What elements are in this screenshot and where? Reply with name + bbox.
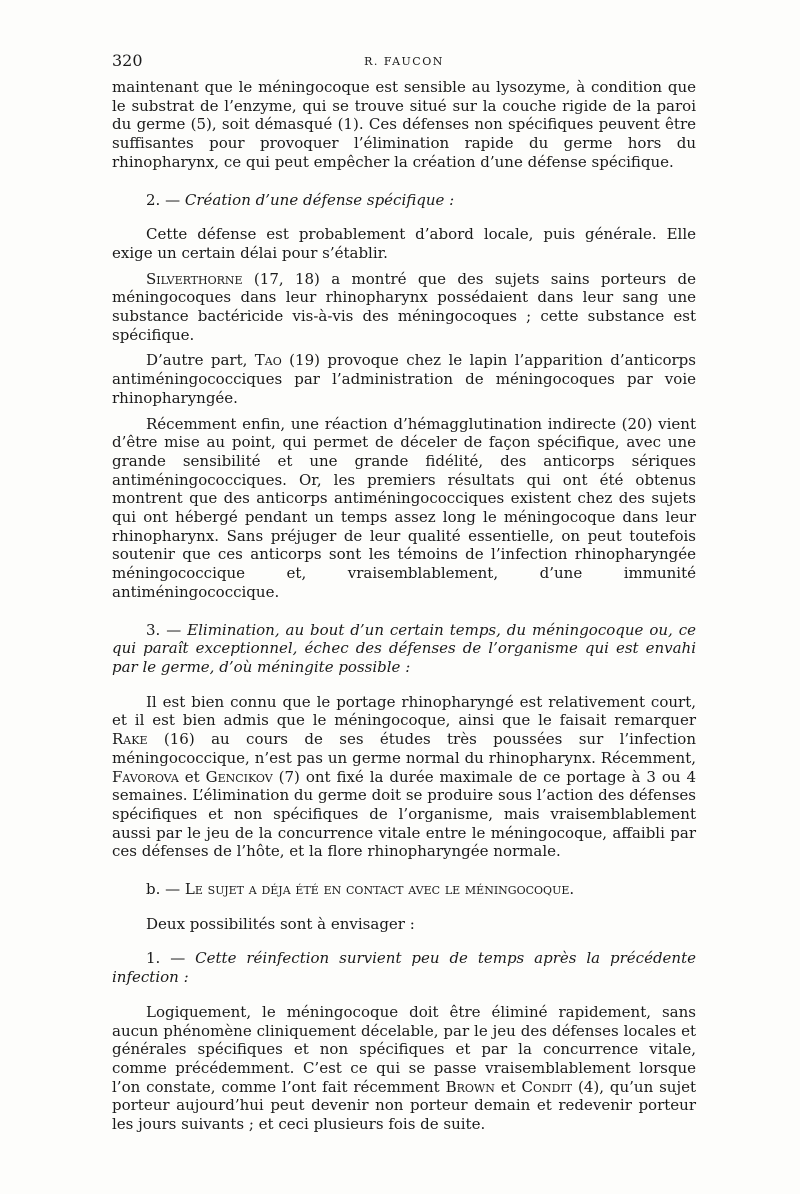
page bbox=[112, 48, 696, 1134]
section-number: 2. — bbox=[146, 190, 181, 209]
section-number: 1. — bbox=[146, 949, 186, 968]
paragraph-lysozyme: maintenant que le méningocoque est sensible au lysozyme, à condition que le substrat de l’enzyme, qui se trouve situé sur la couche rigide de la paroi du germe (5), soit démasqué (1). Ces défenses non spécifiques peuvent être suffisantes pour provoquer l’élimination rapide du germe hors du rhinopharynx, ce qui peut empêcher la création d’une défense spécifique. bbox=[112, 78, 696, 171]
running-head: R. FAUCON bbox=[364, 55, 444, 68]
paragraph-text: (4), qu’un sujet porteur aujourd’hui peut devenir non porteur demain et redevenir porteur les jours suivants ; et ceci plusieurs fois de suite. bbox=[112, 1077, 697, 1134]
paragraph-elimination bbox=[112, 693, 696, 861]
author-name: Tao bbox=[254, 351, 282, 370]
section-heading-2 bbox=[112, 191, 696, 210]
paragraph-text: et bbox=[184, 767, 200, 786]
paragraph-text: et bbox=[500, 1077, 516, 1096]
author-name: Favorova bbox=[112, 767, 179, 786]
author-name: Condit bbox=[521, 1077, 573, 1096]
paragraph-defense: Cette défense est probablement d’abord locale, puis générale. Elle exige un certain délai pour s’établir. bbox=[112, 225, 696, 262]
section-number: 3. — bbox=[146, 620, 182, 639]
page-number: 320 bbox=[112, 51, 143, 70]
paragraph-text: (17, 18) a montré que des sujets sains porteurs de méningocoques dans leur rhinopharynx possédaient dans leur sang une substance bactéricide vis-à-vis des méningocoques ; cette substance est spécifique. bbox=[112, 269, 696, 344]
paragraph-reinfection bbox=[112, 1003, 696, 1134]
paragraph-text: Il est bien connu que le portage rhinopharyngé est relativement court, et il est bien admis que le méningocoque, ainsi que le faisait remarquer bbox=[112, 692, 696, 730]
section-heading-3 bbox=[112, 621, 696, 677]
author-name: Brown bbox=[445, 1077, 495, 1096]
section-title: Cette réinfection survient peu de temps après la précédente infection : bbox=[112, 949, 696, 987]
paragraph-text: (19) provoque chez le lapin l’apparition d’anticorps antiméningococciques par l’administration de méningocoques par voie rhinopharyngée. bbox=[112, 351, 696, 407]
paragraph-text: (16) au cours de ses études très poussées sur l’infection méningococcique, n’est pas un germe normal du rhinopharynx. Récemment, bbox=[112, 730, 696, 767]
author-name: Rake bbox=[112, 730, 148, 749]
section-heading-b bbox=[112, 880, 696, 899]
paragraph-possibilities: Deux possibilités sont à envisager : bbox=[146, 914, 415, 933]
author-name: Silverthorne bbox=[146, 269, 243, 288]
paragraph-text: D’autre part, bbox=[146, 351, 248, 370]
paragraph-tao bbox=[112, 351, 696, 407]
section-number: b. — bbox=[146, 880, 181, 899]
page-header bbox=[112, 48, 696, 78]
paragraph-hemagglutination: Récemment enfin, une réaction d’hémagglutination indirecte (20) vient d’être mise au point, qui permet de déceler de façon spécifique, avec une grande sensibilité et une grande fidélité, des anticorps sériques antiméningococciques. Or, les premiers résultats qui ont été obtenus montrent que des anticorps antiméningococciques existent chez des sujets qui ont hébergé pendant un temps assez long le méningocoque dans leur rhinopharynx. Sans préjuger de leur qualité essentielle, on peut toutefois soutenir que ces anticorps sont les témoins de l’infection rhinopharyngée méningococcique et, vraisemblablement, d’une immunité antiméningococcique. bbox=[112, 414, 696, 601]
paragraph-silverthorne bbox=[112, 270, 696, 345]
paragraph-text: (7) ont fixé la durée maximale de ce portage à 3 ou 4 semaines. L’élimination du germe doit se produire sous l’action des défenses spécifiques et non spécifiques de l’organisme, mais vraisemblablement aussi par le jeu de la concurrence vitale entre le méningocoque, affaibli par ces défenses de l’hôte, et la flore rhinopharyngée normale. bbox=[112, 767, 696, 861]
author-name: Gencikov bbox=[205, 767, 273, 786]
section-heading-1 bbox=[112, 949, 696, 986]
section-title: Le sujet a déja été en contact avec le méningocoque. bbox=[184, 880, 575, 899]
section-title: Elimination, au bout d’un certain temps, du méningocoque ou, ce qui paraît exceptionnel, échec des défenses de l’organisme qui est envahi par le germe, d’où méningite possible : bbox=[112, 620, 696, 676]
section-title: Création d’une défense spécifique : bbox=[184, 190, 455, 209]
paragraph-text: Logiquement, le méningocoque doit être éliminé rapidement, sans aucun phénomène cliniquement décelable, par le jeu des défenses locales et générales spécifiques et non spécifiques et par la concurrence vitale, comme précédemment. C’est ce qui se passe vraisemblablement lorsque l’on constate, comme l’ont fait récemment bbox=[112, 1002, 696, 1096]
article-body bbox=[112, 78, 696, 1134]
